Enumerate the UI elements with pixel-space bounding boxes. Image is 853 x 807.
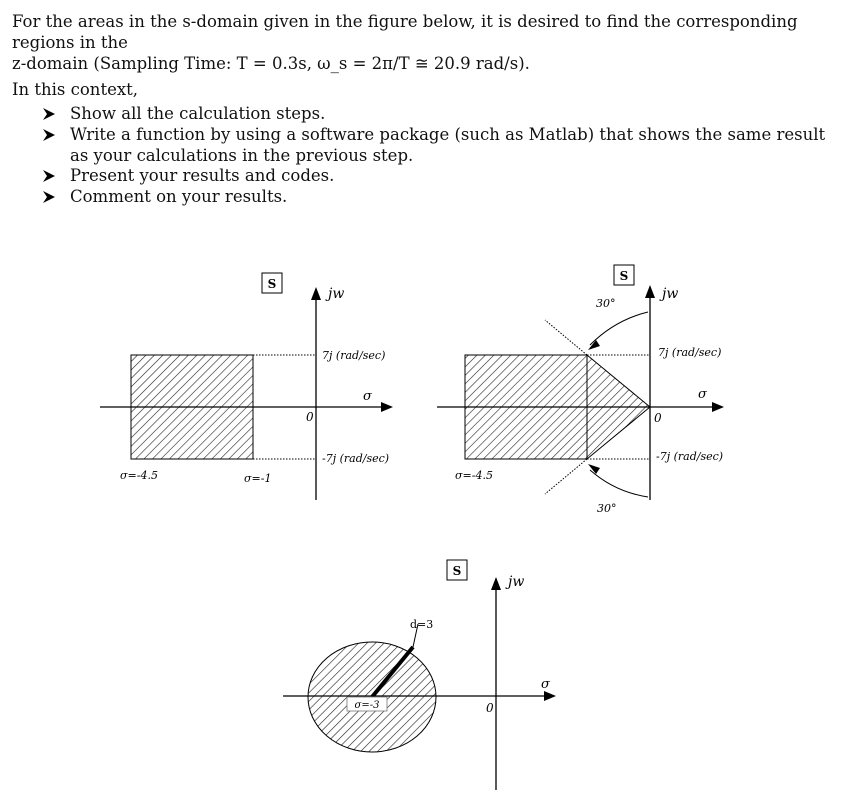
s-label: S bbox=[452, 564, 462, 578]
origin-label: 0 bbox=[486, 701, 494, 715]
angle-arc-bottom bbox=[590, 470, 648, 497]
angle-arrow-icon bbox=[588, 464, 600, 474]
sigma-label: σ bbox=[541, 677, 550, 692]
bullet-text: Write a function by using a software package (such as Matlab) that shows the same result as your calculations in the previous step. bbox=[70, 125, 826, 165]
bullet-text: Present your results and codes. bbox=[70, 166, 335, 185]
jw-arrow-icon bbox=[491, 577, 501, 590]
jw-label: jw bbox=[662, 286, 679, 302]
angle-bottom-label: 30° bbox=[597, 502, 617, 515]
bullet-text: Show all the calculation steps. bbox=[70, 104, 326, 123]
jw-label: jw bbox=[508, 574, 525, 590]
figure-1 bbox=[100, 273, 393, 500]
sigma-arrow-icon bbox=[712, 402, 724, 412]
dotted-extension bbox=[545, 459, 587, 494]
bullet-text: Comment on your results. bbox=[70, 187, 288, 206]
left-sigma-label: σ=-4.5 bbox=[120, 469, 158, 482]
angle-top-label: 30° bbox=[596, 297, 616, 310]
lower-label: -7j (rad/sec) bbox=[322, 452, 390, 465]
upper-label: 7j (rad/sec) bbox=[658, 346, 722, 359]
upper-label: 7j (rad/sec) bbox=[322, 349, 386, 362]
origin-label: 0 bbox=[306, 410, 314, 424]
left-sigma-label: σ=-4.5 bbox=[455, 469, 493, 482]
sigma-label: σ bbox=[363, 389, 372, 404]
angle-arc-top bbox=[590, 312, 648, 345]
figure-2 bbox=[437, 265, 724, 515]
intro-line-2: z-domain (Sampling Time: T = 0.3s, ω_s = 2π/T ≅ 20.9 rad/s). bbox=[12, 54, 530, 73]
dotted-extension bbox=[545, 320, 587, 355]
jw-arrow-icon bbox=[311, 287, 321, 300]
sigma-arrow-icon bbox=[544, 691, 556, 701]
jw-label: jw bbox=[328, 286, 345, 302]
sigma-arrow-icon bbox=[381, 402, 393, 412]
lower-label: -7j (rad/sec) bbox=[656, 450, 724, 463]
sigma-label: σ bbox=[698, 387, 707, 402]
intro-line-1: For the areas in the s-domain given in the figure below, it is desired to find the corresponding regions in the bbox=[12, 12, 798, 52]
right-sigma-label: σ=-1 bbox=[244, 472, 272, 485]
diameter-label: d=3 bbox=[410, 618, 434, 631]
center-label: σ=-3 bbox=[354, 700, 380, 711]
figure-3 bbox=[283, 560, 556, 790]
origin-label: 0 bbox=[654, 411, 662, 425]
context-label: In this context, bbox=[12, 80, 139, 99]
s-label: S bbox=[267, 277, 277, 291]
s-label: S bbox=[619, 269, 629, 283]
jw-arrow-icon bbox=[645, 285, 655, 298]
